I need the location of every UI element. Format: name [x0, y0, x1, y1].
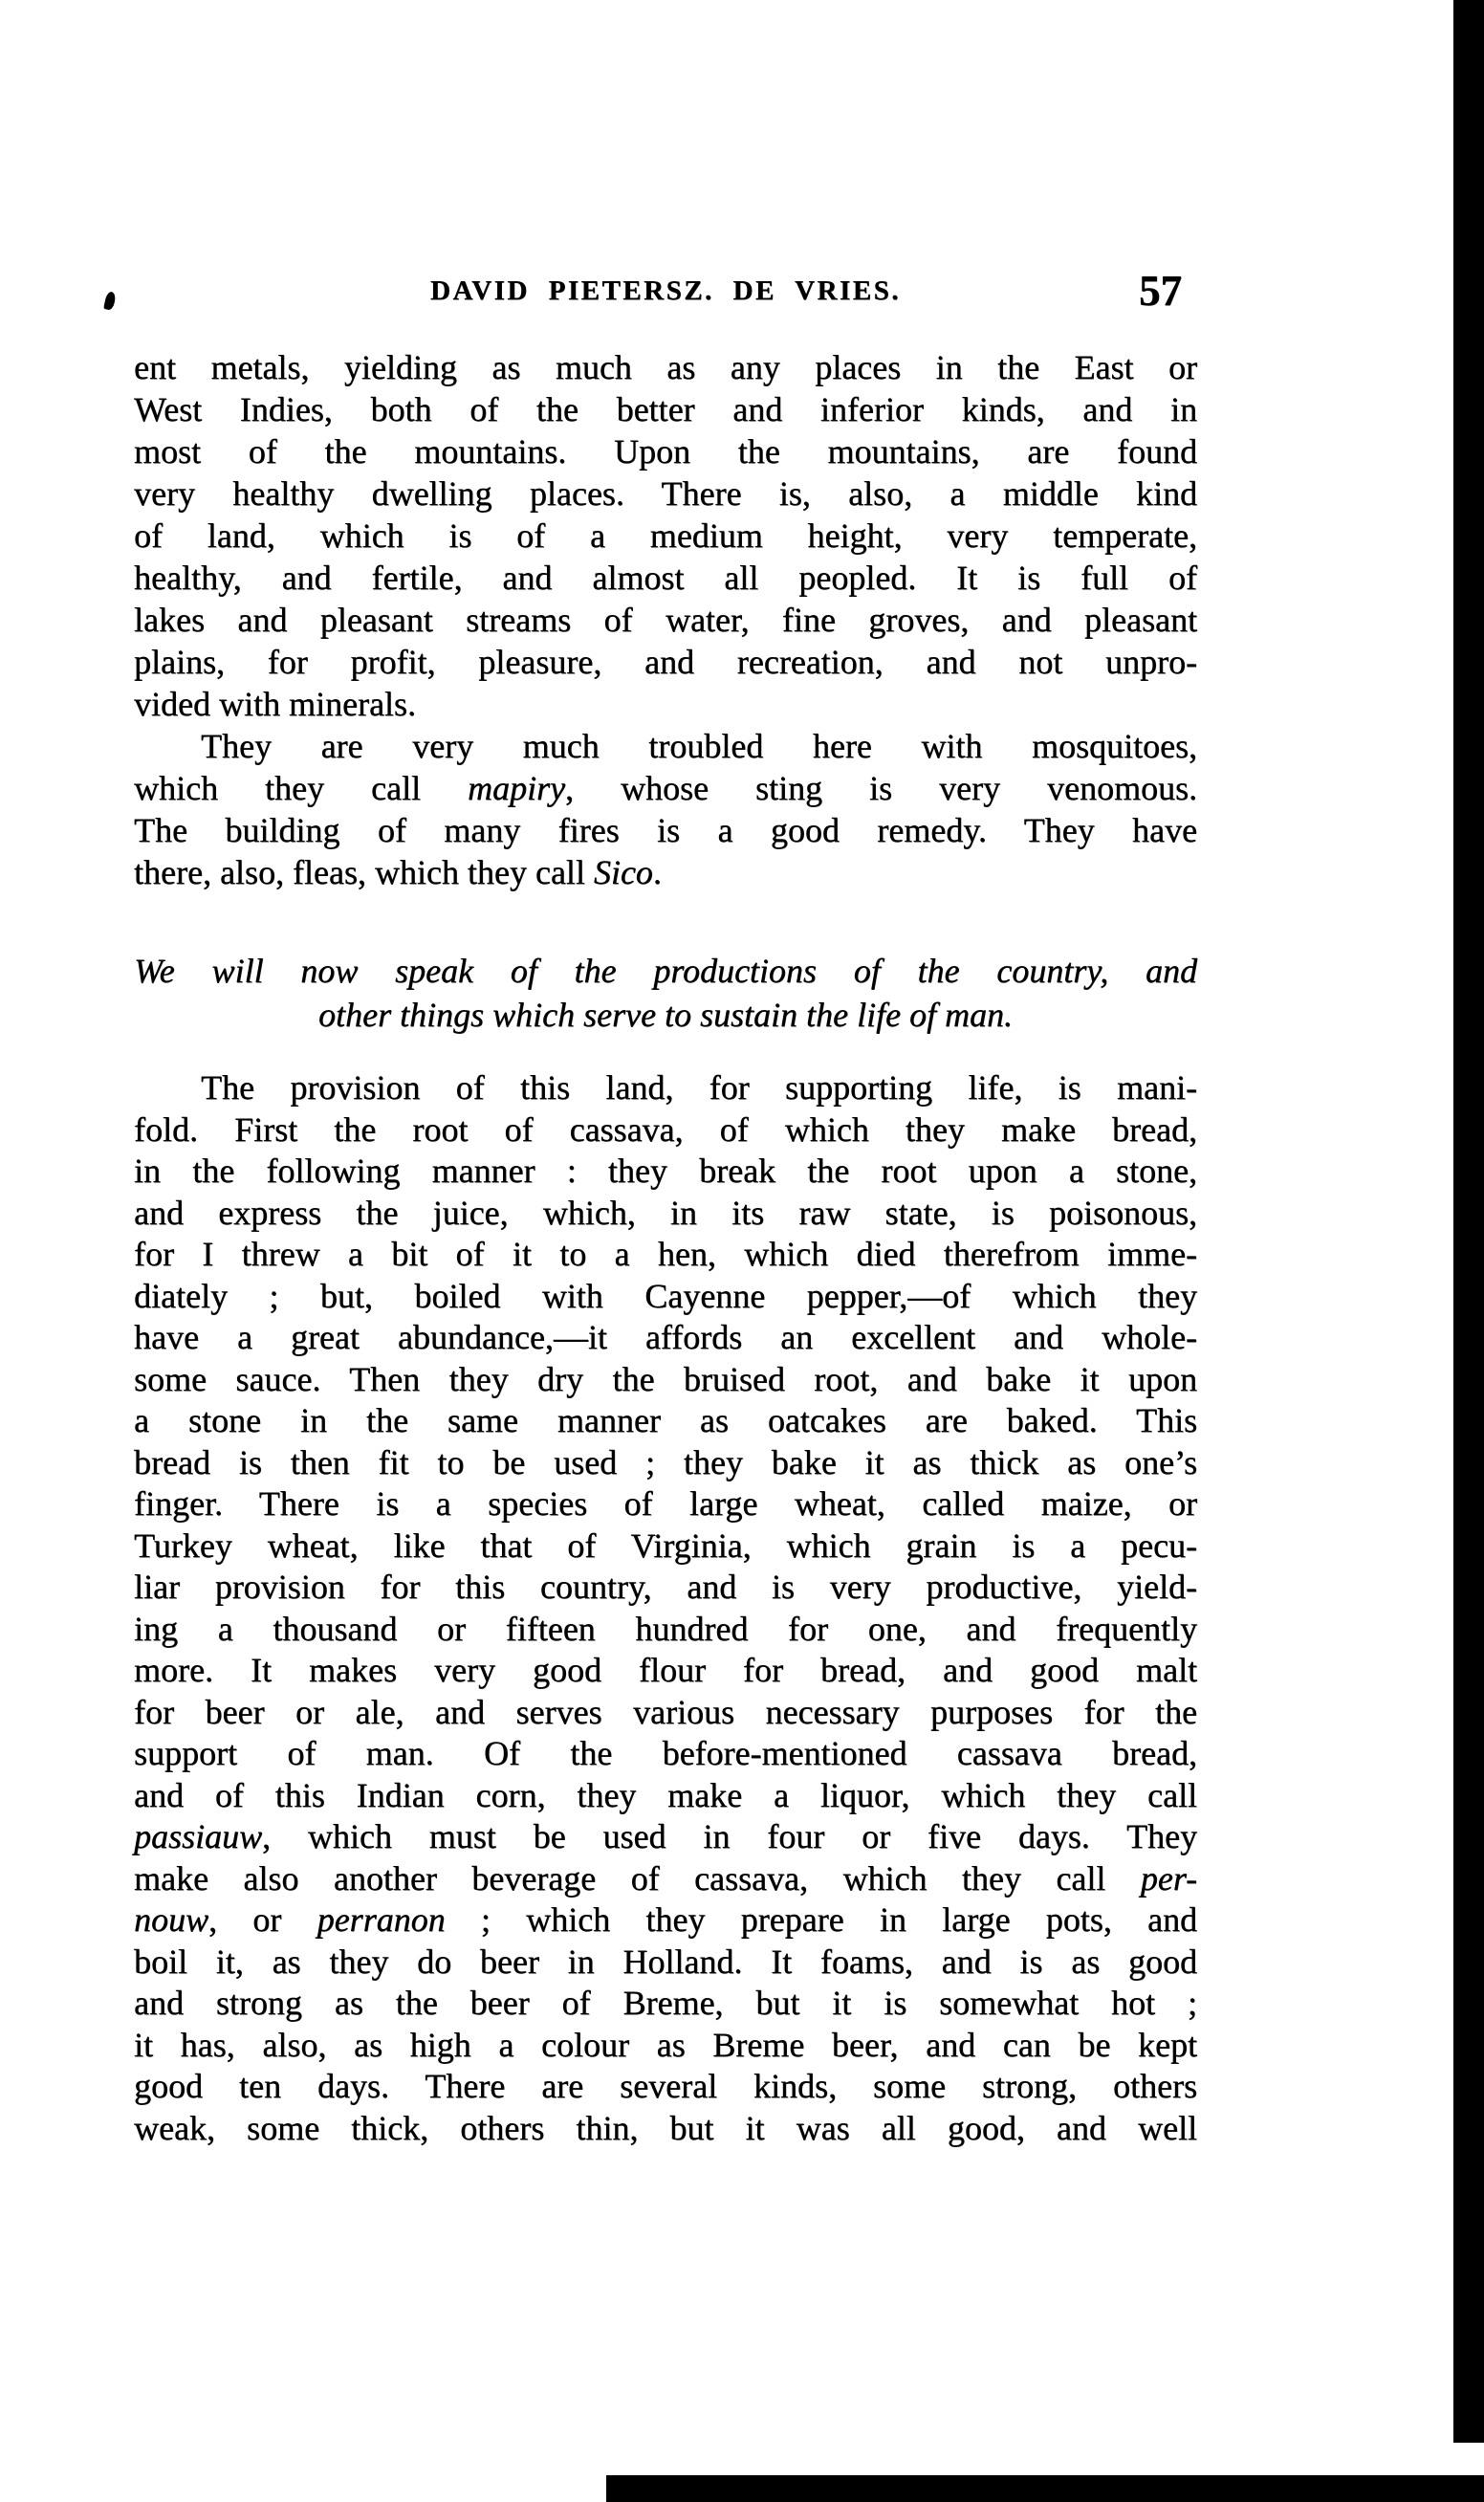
text-segment: , or	[208, 1900, 317, 1939]
text-segment: a stone in the same manner as oatcakes are baked. This	[134, 1401, 1197, 1439]
text-segment: have a great abundance,—it affords an excellent and whole-	[134, 1318, 1197, 1356]
text-line	[134, 725, 1197, 767]
text-segment: there, also, fleas, which they call	[134, 853, 594, 891]
italic-text: perranon	[316, 1900, 446, 1939]
text-line	[134, 1816, 1197, 1858]
text-line	[134, 1193, 1197, 1235]
page-number: 57	[1139, 267, 1182, 315]
text-segment: bread is then fit to be used ; they bake it as thick as one’s	[134, 1442, 1197, 1481]
text-segment: for I threw a bit of it to a hen, which died therefrom imme-	[134, 1235, 1197, 1273]
italic-text: mapiry	[467, 769, 565, 807]
text-segment: The building of many fires is a good remedy. They have	[134, 811, 1197, 849]
text-line	[134, 1109, 1197, 1152]
text-segment: ing a thousand or fifteen hundred for one, and frequently	[134, 1609, 1197, 1648]
text-line	[134, 1733, 1197, 1775]
text-line	[134, 1567, 1197, 1609]
text-segment: very healthy dwelling places. There is, also, a middle kind	[134, 474, 1197, 513]
text-line	[134, 2025, 1197, 2067]
text-line	[134, 515, 1197, 557]
text-line	[134, 1442, 1197, 1484]
text-segment: most of the mountains. Upon the mountains, are found	[134, 432, 1197, 471]
text-segment: fold. First the root of cassava, of which they make bread,	[134, 1109, 1197, 1149]
text-line	[134, 1276, 1197, 1318]
section-heading	[134, 949, 1197, 1037]
text-line	[134, 1151, 1197, 1193]
text-line	[134, 641, 1197, 683]
text-line	[134, 346, 1197, 388]
text-line	[134, 2108, 1197, 2150]
paragraph-2	[134, 725, 1197, 893]
text-segment: vided with minerals.	[134, 685, 416, 723]
text-line	[134, 1775, 1197, 1817]
text-line	[134, 1525, 1197, 1568]
text-segment: and of this Indian corn, they make a liquor, which they call	[134, 1775, 1197, 1814]
running-title: DAVID PIETERSZ. DE VRIES.	[430, 275, 901, 306]
text-segment: it has, also, as high a colour as Breme beer, and can be kept	[134, 2025, 1197, 2064]
text-line	[134, 767, 1197, 809]
text-line	[134, 2066, 1197, 2108]
text-line	[134, 1942, 1197, 1984]
text-line	[134, 1899, 1197, 1942]
text-segment: , whose sting is very venomous.	[564, 769, 1198, 807]
paragraph-3	[134, 1067, 1197, 2149]
text-line	[134, 1067, 1197, 1109]
text-segment: boil it, as they do beer in Holland. It foams, and is as good	[134, 1942, 1197, 1981]
text-segment: good ten days. There are several kinds, some strong, others	[134, 2067, 1197, 2105]
text-segment: We will now speak of the productions of the country, and	[134, 952, 1197, 990]
text-line	[134, 557, 1197, 599]
text-line	[134, 809, 1197, 851]
text-segment: more. It makes very good flour for bread, and good malt	[134, 1651, 1197, 1689]
text-segment: which they call	[134, 769, 468, 807]
text-segment: Turkey wheat, like that of Virginia, which grain is a pecu-	[134, 1525, 1197, 1565]
text-line	[134, 599, 1197, 641]
text-line	[134, 993, 1197, 1037]
text-segment: healthy, and fertile, and almost all peopled. It is full of	[134, 559, 1197, 597]
italic-text: passiauw	[134, 1817, 263, 1855]
text-segment: The provision of this land, for supporting life, is mani-	[201, 1068, 1197, 1107]
text-segment: lakes and pleasant streams of water, fine groves, and pleasant	[134, 601, 1197, 639]
text-line	[134, 1692, 1197, 1734]
paragraph-1	[134, 346, 1197, 725]
text-line	[134, 949, 1197, 993]
text-segment: ent metals, yielding as much as any places in the East or	[134, 348, 1197, 386]
text-segment: liar provision for this country, and is very productive, yield-	[134, 1568, 1197, 1606]
text-segment: .	[652, 853, 662, 891]
italic-text: Sico	[593, 853, 653, 891]
text-line	[134, 1359, 1197, 1401]
text-segment: and express the juice, which, in its raw state, is poisonous,	[134, 1193, 1197, 1232]
text-segment: make also another beverage of cassava, which they call	[134, 1858, 1141, 1898]
text-segment: , which must be used in four or five days. They	[262, 1817, 1197, 1855]
text-segment: West Indies, both of the better and inferior kinds, and in	[134, 390, 1197, 428]
text-segment: other things which serve to sustain the life of man.	[318, 996, 1013, 1034]
text-line	[134, 1983, 1197, 2025]
text-segment: in the following manner : they break the root upon a stone,	[134, 1152, 1197, 1190]
text-line	[134, 1858, 1197, 1900]
text-line	[134, 1234, 1197, 1276]
text-line	[134, 1317, 1197, 1359]
text-segment: and strong as the beer of Breme, but it is somewhat hot ;	[134, 1984, 1197, 2022]
text-line	[134, 1609, 1197, 1651]
text-segment: finger. There is a species of large wheat, called maize, or	[134, 1484, 1197, 1523]
text-segment: some sauce. Then they dry the bruised root, and bake it upon	[134, 1359, 1197, 1398]
text-line	[134, 472, 1197, 515]
scan-edge-bar-right	[1453, 0, 1484, 2443]
text-line	[134, 430, 1197, 472]
text-segment: support of man. Of the before-mentioned cassava bread,	[134, 1734, 1197, 1772]
text-segment: diately ; but, boiled with Cayenne pepper,—of which they	[134, 1276, 1197, 1315]
scan-edge-bar-bottom	[606, 2475, 1484, 2502]
text-line	[134, 851, 1197, 893]
text-segment: ; which they prepare in large pots, and	[445, 1900, 1197, 1939]
text-segment: weak, some thick, others thin, but it was all good, and well	[134, 2108, 1197, 2147]
italic-text: per-	[1140, 1858, 1197, 1898]
text-line	[134, 683, 1197, 725]
italic-text: nouw	[134, 1900, 209, 1939]
text-segment: for beer or ale, and serves various necessary purposes for the	[134, 1692, 1197, 1731]
text-segment: of land, which is of a medium height, very temperate,	[134, 516, 1197, 555]
text-line	[134, 388, 1197, 430]
text-segment: They are very much troubled here with mosquitoes,	[201, 727, 1197, 765]
text-line	[134, 1650, 1197, 1692]
text-line	[134, 1400, 1197, 1442]
text-line	[134, 1483, 1197, 1525]
text-segment: plains, for profit, pleasure, and recreation, and not unpro-	[134, 643, 1197, 681]
